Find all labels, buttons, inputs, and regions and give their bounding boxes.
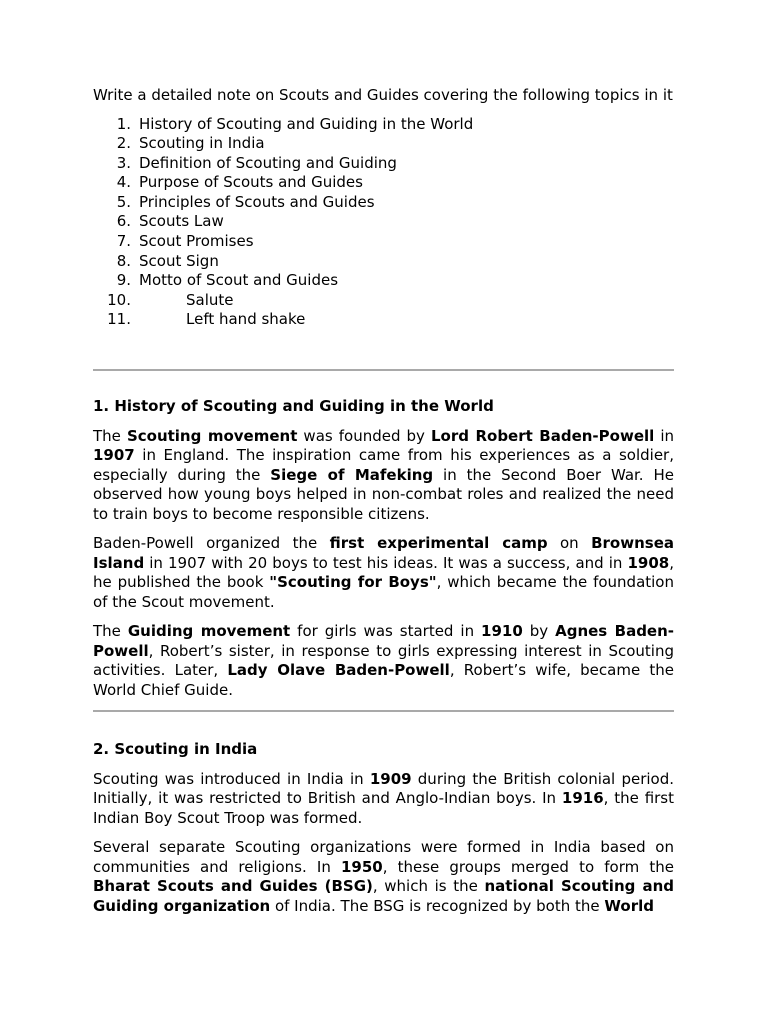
list-item (93, 252, 674, 272)
list-label: Scouts Law (139, 212, 224, 231)
list-item (93, 310, 674, 330)
paragraph: The Guiding movement for girls was started in 1910 by Agnes Baden-Powell, Robert’s sister, in response to girls expressing interest in Scouting activities. Later, Lady Olave Baden-Powell, Robert’s wife, became the World Chief Guide. (93, 622, 675, 699)
section-heading: 2. Scouting in India (93, 740, 258, 759)
list-item (93, 232, 674, 252)
intro-text: Write a detailed note on Scouts and Guides covering the following topics in it (93, 86, 673, 104)
topic-list (93, 115, 674, 331)
list-item (93, 291, 674, 311)
section-divider (93, 369, 674, 371)
list-label: Scout Sign (139, 251, 219, 270)
list-label: Scouting in India (139, 134, 265, 153)
list-label: History of Scouting and Guiding in the World (139, 114, 474, 133)
document-body (93, 86, 674, 926)
paragraph: Scouting was introduced in India in 1909 during the British colonial period. Initially, it was restricted to British and Anglo-Indian boys. In 1916, the first Indian Boy Scout Troop was formed. (93, 769, 675, 827)
list-number: 11. (107, 310, 131, 329)
list-label: Salute (186, 290, 234, 309)
list-item (93, 134, 674, 154)
paragraph: Baden-Powell organized the first experimental camp on Brownsea Island in 1907 with 20 boys to test his ideas. It was a success, and in 1908, he published the book "Scouting for Boys", which became the foundation of the Scout movement. (93, 534, 674, 611)
list-label: Scout Promises (139, 232, 254, 251)
section-heading: 1. History of Scouting and Guiding in the World (93, 397, 494, 416)
list-number: 8. (116, 251, 131, 270)
list-label: Left hand shake (186, 310, 306, 329)
list-number: 2. (116, 134, 131, 153)
list-item (93, 271, 674, 291)
list-item (93, 173, 674, 193)
list-label: Motto of Scout and Guides (139, 271, 339, 290)
paragraph: Several separate Scouting organizations were formed in India based on communities and religions. In 1950, these groups merged to form the Bharat Scouts and Guides (BSG), which is the national Scouting and Guiding organization of India. The BSG is recognized by both the World (93, 838, 674, 915)
list-number: 6. (116, 212, 131, 231)
list-label: Principles of Scouts and Guides (139, 192, 375, 211)
list-number: 4. (116, 173, 131, 192)
list-number: 1. (116, 114, 131, 133)
paragraph: The Scouting movement was founded by Lord Robert Baden-Powell in 1907 in England. The inspiration came from his experiences as a soldier, especially during the Siege of Mafeking in the Second Boer War. He observed how young boys helped in non-combat roles and realized the need to train boys to become responsible citizens. (93, 426, 674, 523)
list-label: Definition of Scouting and Guiding (139, 153, 397, 172)
list-number: 5. (116, 192, 131, 211)
list-item (93, 212, 674, 232)
list-item (93, 115, 674, 135)
list-number: 3. (116, 153, 131, 172)
list-number: 10. (107, 290, 131, 309)
list-item (93, 154, 674, 174)
list-item (93, 193, 674, 213)
list-number: 9. (116, 271, 131, 290)
list-number: 7. (116, 232, 131, 251)
list-label: Purpose of Scouts and Guides (139, 173, 363, 192)
section-divider (93, 710, 674, 712)
